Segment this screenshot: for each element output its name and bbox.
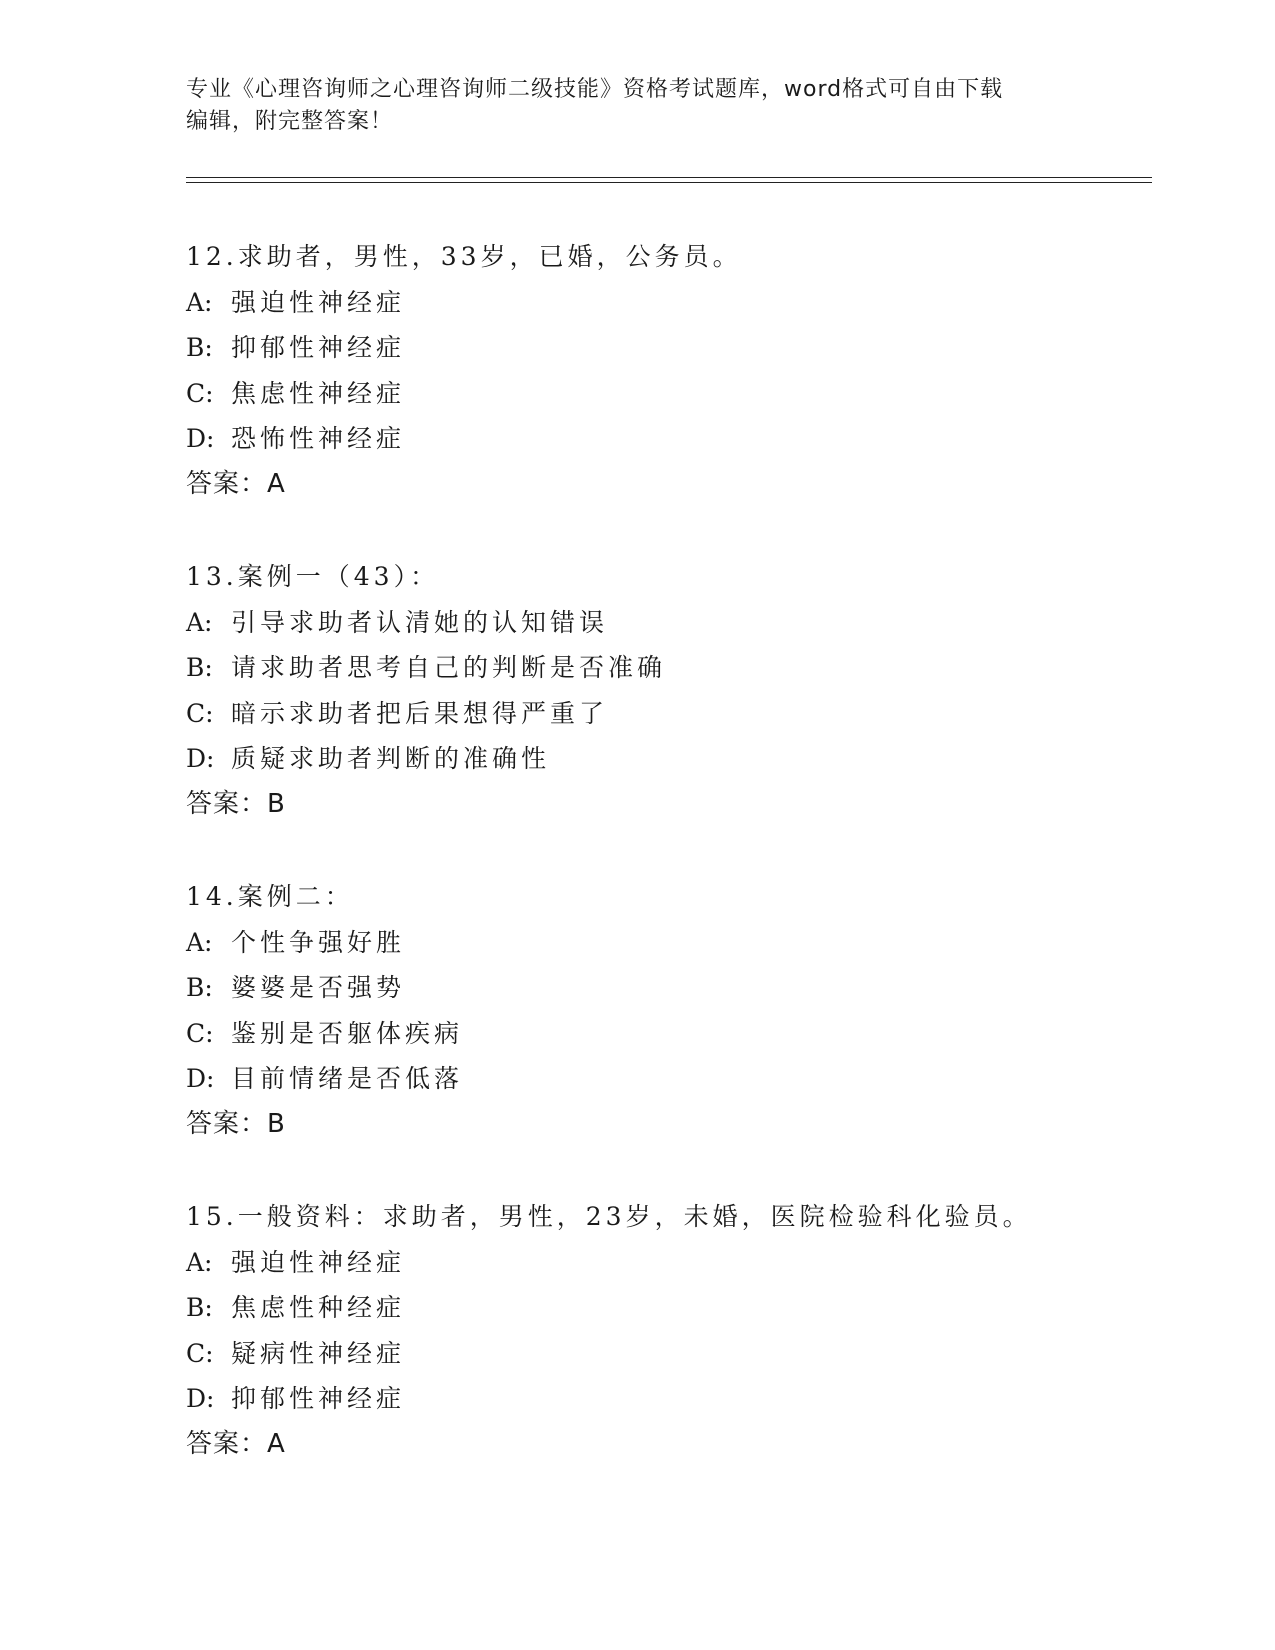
option-d [186,1376,1146,1422]
option-text: 焦虑性神经症 [231,378,406,408]
answer-label: 答案：B [186,788,286,819]
option-c [186,691,1146,737]
option-text: 个性争强好胜 [231,927,406,957]
option-text: 强迫性神经症 [231,1247,406,1277]
option-letter: A: [186,927,213,957]
option-d [186,736,1146,782]
option-text: 疑病性神经症 [231,1338,406,1368]
option-letter: D: [186,744,215,773]
question-12 [186,234,1146,507]
header-line-1: 专业《心理咨询师之心理咨询师二级技能》资格考试题库，word格式可自由下载 [186,77,1004,102]
option-letter: B: [186,653,213,682]
document-header [186,74,1066,138]
option-c [186,371,1146,417]
option-letter: A: [186,1247,213,1277]
option-b [186,1285,1146,1331]
option-text: 抑郁性神经症 [231,1384,406,1413]
option-a [186,920,1146,966]
question-stem: 14.案例二： [186,882,354,911]
option-c [186,1331,1146,1377]
question-15 [186,1194,1146,1467]
option-c [186,1011,1146,1057]
question-13 [186,554,1146,827]
option-letter: B: [186,1293,213,1322]
header-divider-top [186,177,1152,178]
option-text: 恐怖性神经症 [231,424,406,453]
question-stem: 13.案例一（43）： [186,562,440,591]
option-text: 质疑求助者判断的准确性 [231,744,551,773]
option-b [186,645,1146,691]
question-14 [186,874,1146,1147]
option-text: 请求助者思考自己的判断是否准确 [231,653,667,682]
option-letter: C: [186,698,214,728]
option-letter: C: [186,378,214,408]
answer-label: 答案：A [186,1428,286,1459]
option-b [186,965,1146,1011]
question-stem: 12.求助者，男性，33岁，已婚，公务员。 [186,242,742,271]
option-letter: A: [186,607,213,637]
option-a [186,600,1146,646]
option-b [186,325,1146,371]
option-letter: B: [186,333,213,362]
option-letter: B: [186,973,213,1002]
header-divider-bottom [186,182,1152,183]
option-text: 婆婆是否强势 [231,973,406,1002]
option-text: 强迫性神经症 [231,287,406,317]
option-a [186,1240,1146,1286]
option-letter: D: [186,424,215,453]
option-text: 引导求助者认清她的认知错误 [231,607,609,637]
option-text: 抑郁性神经症 [231,333,406,362]
option-d [186,416,1146,462]
question-stem: 15.一般资料：求助者，男性，23岁，未婚，医院检验科化验员。 [186,1202,1032,1231]
question-list [186,234,1146,1514]
option-letter: A: [186,287,213,317]
option-text: 焦虑性种经症 [231,1293,406,1322]
option-a [186,280,1146,326]
option-d [186,1056,1146,1102]
option-text: 暗示求助者把后果想得严重了 [231,698,609,728]
answer-label: 答案：A [186,468,286,499]
header-line-2: 编辑，附完整答案！ [186,109,394,134]
option-letter: C: [186,1018,214,1048]
option-letter: D: [186,1384,215,1413]
option-letter: D: [186,1064,215,1093]
option-text: 鉴别是否躯体疾病 [231,1018,464,1048]
option-text: 目前情绪是否低落 [231,1064,464,1093]
option-letter: C: [186,1338,214,1368]
answer-label: 答案：B [186,1108,286,1139]
